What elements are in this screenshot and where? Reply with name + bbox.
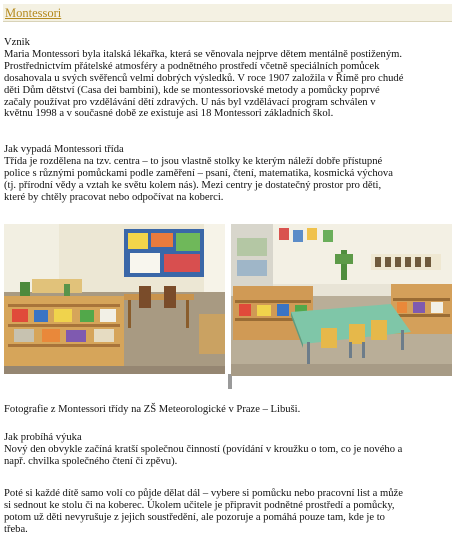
section-classroom <box>4 144 452 204</box>
section-heading: Vznik <box>4 37 30 48</box>
section-free-work <box>4 488 452 536</box>
classroom-photo-right <box>231 224 452 376</box>
title-bar <box>3 4 452 22</box>
paragraph-line: Prostřednictvím přátelské atmosféry a podnětného prostředí včetně speciálních pomůcek <box>4 60 380 72</box>
paragraph-line: Nový den obvykle začíná kratší společnou činností (povídání v kroužku o tom, co je nového a <box>4 443 403 455</box>
paragraph-line: začaly používat pro vzdělávání dětí zdravých. U nás byl vzdělávací program schválen v <box>4 96 376 108</box>
photo-caption: Fotografie z Montessori třídy na ZŠ Meteorologické v Praze – Libuši. <box>4 404 301 415</box>
paragraph-line: Třída je rozdělena na tzv. centra – to jsou vlastně stolky ke kterým náleží dobře přístupné <box>4 155 383 167</box>
paragraph-line: Maria Montessori byla italská lékařka, která se věnovala nejprve dětem mentálně postiženým. <box>4 48 403 60</box>
paragraph-line: (tj. přírodní vědy a vztah ke světu kolem nás). Mezi centry je dostatečný prostor pro děti, <box>4 179 382 191</box>
page-title[interactable]: Montessori <box>5 6 62 20</box>
paragraph-line: police s různými pomůckami podle zaměření – psaní, čtení, matematika, kosmická výchova <box>4 167 393 179</box>
section-origin <box>4 37 452 120</box>
photo-row <box>4 224 452 389</box>
section-lessons <box>4 432 452 468</box>
paragraph-line: které by chtěly pracovat nebo odpočívat na koberci. <box>4 191 224 203</box>
photo-caption-block <box>4 404 452 416</box>
paragraph-line: květnu 1998 a v současné době ze existuje asi 18 Montessori základních škol. <box>4 108 334 120</box>
paragraph-line: např. chvilka společného čtení či zpěvu). <box>4 455 178 467</box>
photo-divider <box>228 374 232 389</box>
classroom-photo-left <box>4 224 225 374</box>
paragraph-line: třeba. <box>4 523 28 535</box>
section-heading: Jak vypadá Montessori třída <box>4 144 124 155</box>
paragraph-line: si sednout ke stolu či na koberec. Úkolem učitele je připravit podnětné prostředí a pomůcky, <box>4 499 395 511</box>
paragraph-line: dosahovala u svých svěřenců velmi dobrých výsledků. V roce 1907 založila v Římě pro chudé <box>4 72 404 84</box>
paragraph-line: potom už děti nevyrušuje z jejich soustředění, ale pozoruje a pomáhá pouze tam, kde je to <box>4 511 385 523</box>
section-heading: Jak probíhá výuka <box>4 432 82 443</box>
paragraph-line: děti Dům dětství (Casa dei bambini), kde se montessoriovské metody a pomůcky poprvé <box>4 84 380 96</box>
paragraph-line: Poté si každé dítě samo volí co půjde dělat dál – vybere si pomůcku nebo pracovní list a může <box>4 488 403 499</box>
